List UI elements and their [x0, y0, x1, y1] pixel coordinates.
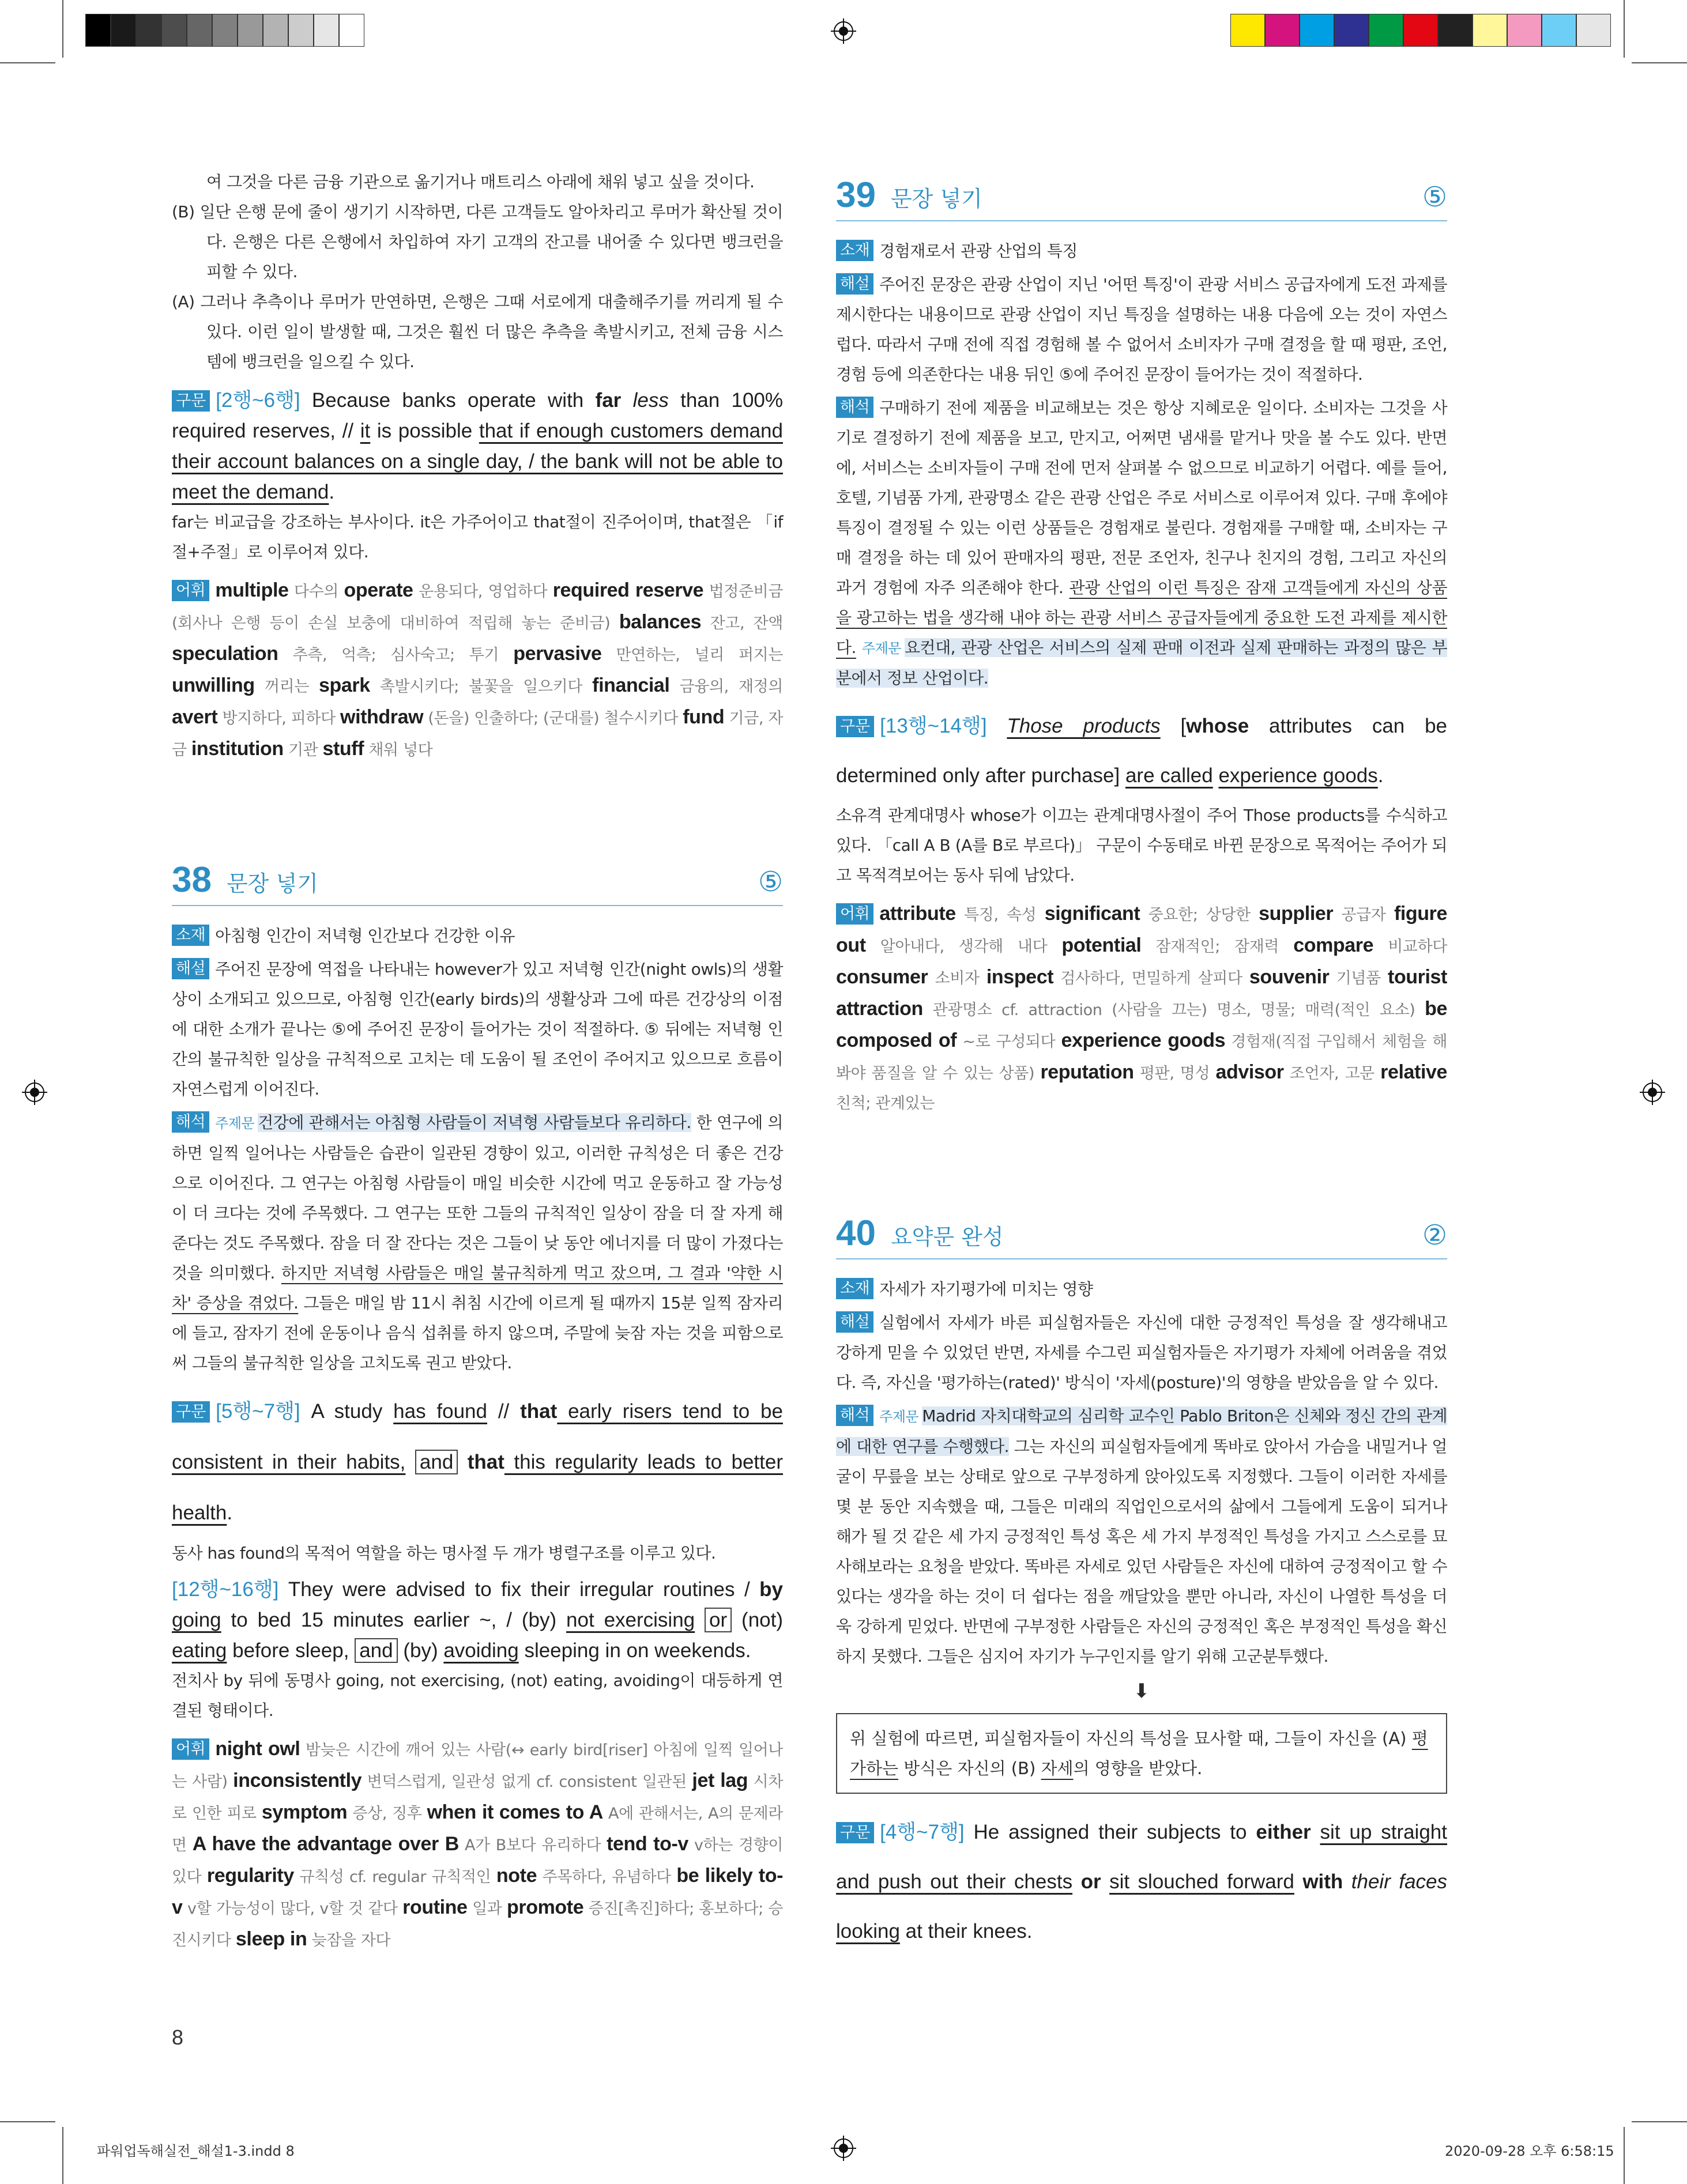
translation-38: 해석 주제문 건강에 관해서는 아침형 사람들이 저녁형 사람들보다 유리하다. 한 연구에 의하면 일찍 일어나는 사람들은 습관이 일관된 경향이 있고, 이러한 규칙성은 더 좋은 건강으로 이어진다. 그 연구는 아침형 사람들이 매일 비슷한 시간에 먹고 운동하고 잘 가능성이 더 크다는 것에 주목했다. 그 연구는 또한 그들의 규칙적인 일상이 잠을 더 잘 자게 해준다는 것도 주목했다. 잠을 더 잘 잔다는 것은 그들이 낮 동안 에너지를 더 많이 가졌다는 것을 의미했다. 하지만 저녁형 사람들은 매일 불규칙하게 먹고 잤으며, 그 결과 '약한 시차' 증상을 겪었다. 그들은 매일 밤 11시 취침 시간에 이르게 될 때까지 15분 일찍 잠자리에 들고, 잠자기 전에 운동이나 음식 섭취를 하지 않으며, 주말에 늦잠 자는 것을 피함으로써 그들의 불규칙한 일상을 고치도록 권고 받았다. — [172, 1108, 783, 1378]
vocab-word: potential — [1061, 934, 1142, 956]
vocab-word: note — [496, 1865, 537, 1887]
vocab-word: inconsistently — [233, 1770, 362, 1791]
vocab-meaning: 주목하다, 유념하다 — [537, 1868, 677, 1886]
vocab-meaning: 변덕스럽게, 일관성 없게 cf. consistent 일관된 — [362, 1773, 692, 1791]
footer-timestamp: 2020-09-28 오후 6:58:15 — [1445, 2143, 1614, 2159]
translation-paragraph-b: (B) 일단 은행 문에 줄이 생기기 시작하면, 다른 고객들도 알아차리고 루머가 확산될 것이다. 은행은 다른 은행에서 차입하여 자기 고객의 잔고를 내어줄 수 있다면 뱅크런을 피할 수 있다. — [172, 202, 783, 281]
left-column — [172, 167, 783, 1956]
vocab-meaning: 친척; 관계있는 — [836, 1095, 935, 1112]
registration-mark-icon — [22, 1080, 47, 1105]
vocab-list-38: 어휘 night owl 밤늦은 시간에 깨어 있는 사람(↔ early bird[riser] 아침에 일찍 일어나는 사람) inconsistently 변덕스럽게, 일관성 없게 cf. consistent 일관된 jet lag 시차로 인한 피로 symptom 증상, 징후 when it comes to A A에 관해서는, A의 문제라면 A have the advantage over B A가 B보다 유리하다 tend to-v v하는 경향이 있다 regularity 규칙성 cf. regular 규칙적인 note 주목하다, 유념하다 be likely to-v v할 가능성이 많다, v할 것 같다 routine 일과 promote 증진[촉진]하다; 홍보하다; 승진시키다 sleep in 늦잠을 자다 — [172, 1738, 784, 1950]
vocab-word: balances — [619, 611, 702, 633]
vocab-meaning: 법정준비금(회사나 은행 등이 손실 보충에 대비하여 적립해 놓는 준비금) — [172, 583, 784, 632]
vocab-word: figure out — [836, 903, 1447, 956]
vocab-meaning: 추측, 억측; 심사숙고; 투기 — [278, 646, 514, 664]
color-calibration-bar — [1230, 14, 1611, 47]
translation-39: 해석 구매하기 전에 제품을 비교해보는 것은 항상 지혜로운 일이다. 소비자는 그것을 사기로 결정하기 전에 제품을 보고, 만지고, 어쩌면 냄새를 맡거나 맛을 볼 수도 있다. 반면에, 서비스는 소비자들이 구매 전에 먼저 살펴볼 수 없으므로 비교하기 어렵다. 예를 들어, 호텔, 기념품 가게, 관광명소 같은 관광 산업은 주로 서비스로 이루어져 있다. 구매 후에야 특징이 결정될 수 있는 이런 상품들은 경험재로 불린다. 경험재를 구매할 때, 소비자는 구매 결정을 하는 데 있어 판매자의 평판, 전문 조언자, 친구나 친지의 경험, 그리고 자신의 과거 경험에 자주 의존해야 한다. 관광 산업의 이런 특징은 잠재 고객들에게 자신의 상품을 광고하는 법을 생각해 내야 하는 관광 서비스 공급자들에게 중요한 도전 과제를 제시한다. 주제문 요컨대, 관광 산업은 서비스의 실제 판매 이전과 실제 판매하는 과정의 많은 부분에서 정보 산업이다. — [836, 393, 1447, 693]
vocab-meaning: 기금, 자금 — [172, 710, 784, 759]
vocab-meaning: 촉발시키다; 불꽃을 일으키다 — [370, 678, 593, 696]
vocab-items — [836, 903, 1448, 1112]
vocab-meaning: A가 B보다 유리하다 — [458, 1836, 607, 1854]
vocab-word: sleep in — [235, 1928, 307, 1950]
vocab-meaning: 증상, 징후 — [347, 1805, 427, 1823]
vocab-word: relative — [1380, 1061, 1448, 1083]
vocab-word: experience goods — [1061, 1029, 1226, 1051]
translation-continuation: 여 그것을 다른 금융 기관으로 옮기거나 매트리스 아래에 채워 넣고 싶을 것이다. — [206, 172, 755, 191]
vocab-word: stuff — [322, 738, 364, 760]
vocab-meaning: 기념품 — [1329, 970, 1388, 987]
summary-box: 위 실험에 따르면, 피실험자들이 자신의 특성을 묘사할 때, 그들이 자신을 (A) 평가하는 방식은 자신의 (B) 자세의 영향을 받았다. — [836, 1713, 1447, 1794]
vocab-meaning: 일과 — [467, 1900, 507, 1918]
syntax-note-38b: [12행~16행] They were advised to fix their irregular routines / by going to bed 15 minutes earlier ~, / (by) not exercising or (not) eating before sleep, and (by) avoiding sleeping in on weekends. — [172, 1578, 783, 1662]
vocab-word: supplier — [1259, 903, 1334, 925]
vocab-word: routine — [402, 1896, 468, 1918]
question-type: 요약문 완성 — [890, 1224, 1004, 1250]
vocab-meaning: 방지하다, 피하다 — [217, 710, 341, 727]
vocab-meaning: 공급자 — [1333, 906, 1394, 924]
question-number: 39 — [836, 175, 876, 215]
vocab-word: pervasive — [513, 643, 602, 665]
answer-badge: ⑤ — [758, 866, 783, 898]
vocab-meaning: 비교하다 — [1373, 938, 1447, 956]
footer-filename: 파워업독해실전_해설1-3.indd 8 — [97, 2143, 295, 2159]
vocab-meaning: 경험재(직접 구입해서 체험을 해봐야 품질을 알 수 있는 상품) — [836, 1033, 1448, 1082]
vocab-meaning: 규칙성 cf. regular 규칙적인 — [293, 1868, 496, 1886]
syntax-explanation-38a: 동사 has found의 목적어 역할을 하는 명사절 두 개가 병렬구조를 이루고 있다. — [172, 1544, 716, 1563]
section-39-header — [836, 167, 1447, 221]
vocab-word: inspect — [986, 966, 1054, 988]
vocab-meaning: (돈을) 인출하다; (군대를) 철수시키다 — [423, 710, 683, 727]
vocab-word: withdraw — [340, 706, 424, 728]
page-number: 8 — [172, 2025, 184, 2049]
vocab-word: jet lag — [692, 1770, 748, 1791]
registration-mark-icon — [831, 2136, 856, 2161]
registration-mark-icon — [1640, 1080, 1665, 1105]
vocab-meaning: 잔고, 잔액 — [701, 614, 783, 632]
vocab-meaning: 평판, 명성 — [1134, 1065, 1216, 1082]
vocab-meaning: 꺼리는 — [254, 678, 319, 696]
question-type: 문장 넣기 — [890, 186, 982, 212]
vocab-word: spark — [319, 674, 370, 696]
vocab-word: significant — [1044, 903, 1140, 925]
grayscale-calibration-bar — [85, 14, 364, 47]
vocab-word: multiple — [215, 579, 289, 601]
vocab-meaning: 특징, 속성 — [955, 906, 1045, 924]
vocab-word: unwilling — [172, 674, 255, 696]
vocab-meaning: 조언자, 고문 — [1283, 1065, 1381, 1082]
syntax-explanation-37: far는 비교급을 강조하는 부사이다. it은 가주어이고 that절이 진주어이며, that절은 「if절+주절」로 이루어져 있다. — [172, 512, 783, 561]
vocab-word: avert — [172, 706, 218, 728]
translation-paragraph-a: (A) 그러나 추측이나 루머가 만연하면, 은행은 그때 서로에게 대출해주기를 꺼리게 될 수 있다. 이런 일이 발생할 때, 그것은 훨씬 더 많은 추측을 촉발시키고, 전체 금융 시스템에 뱅크런을 일으킬 수 있다. — [172, 292, 783, 371]
answer-badge: ② — [1422, 1219, 1447, 1251]
syntax-note-39: 구문 [13행~14행] Those products [whose attributes can be determined only after purchase] are called experience goods. — [836, 715, 1447, 787]
vocab-word: operate — [344, 579, 413, 601]
vocab-meaning: 기관 — [283, 741, 323, 759]
vocab-meaning: 시차로 인한 피로 — [172, 1773, 784, 1823]
vocab-word: souvenir — [1249, 966, 1330, 988]
vocab-meaning: 증진[촉진]하다; 홍보하다; 승진시키다 — [172, 1900, 783, 1949]
vocab-word: when it comes to A — [427, 1801, 603, 1823]
vocab-meaning: 다수의 — [288, 583, 344, 601]
syntax-note-40: 구문 [4행~7행] He assigned their subjects to either sit up straight and push out their chests or sit slouched forward with their faces looking at their knees. — [836, 1821, 1447, 1942]
vocab-word: symptom — [261, 1801, 348, 1823]
vocab-word: fund — [683, 706, 725, 728]
syntax-note-38a: 구문 [5행~7행] A study has found // that early risers tend to be consistent in their habits, and that this regularity leads to better health. — [172, 1400, 783, 1524]
vocab-meaning: 검사하다, 면밀하게 살피다 — [1053, 970, 1249, 987]
vocab-meaning: 밤늦은 시간에 깨어 있는 사람(↔ early bird[riser] 아침에 일찍 일어나는 사람) — [172, 1741, 783, 1791]
vocab-word: regularity — [206, 1865, 294, 1887]
vocab-items — [172, 1738, 784, 1950]
vocab-word: financial — [592, 674, 670, 696]
vocab-meaning: ~로 구성되다 — [957, 1033, 1061, 1051]
translation-40: 해석 주제문 Madrid 자치대학교의 심리학 교수인 Pablo Briton은 신체와 정신 간의 관계에 대한 연구를 수행했다. 그는 자신의 피실험자들에게 똑바로 앉아서 가슴을 내밀거나 얼굴이 무릎을 보는 상태로 앞으로 구부정하게 앉아있도록 지정했다. 그들이 이러한 자세를 몇 분 동안 지속했을 때, 그들은 미래의 직업인으로서의 삶에서 그들에게 도움이 되거나 해가 될 것 같은 세 가지 긍정적인 특성 혹은 세 가지 부정적인 특성을 가지고 스스로를 묘사해보라는 요청을 받았다. 똑바른 자세로 있던 사람들은 자신에 대하여 긍정적이고 할 수 있다는 생각을 하는 것이 더 쉽다는 점을 깨달았을 뿐만 아니라, 자신이 나열한 특성을 더욱 강하게 믿었다. 반면에 구부정한 사람들은 자신의 긍정적인 혹은 부정적인 특성을 확신하지 못했다. 그들은 심지어 자기가 누구인지를 알기 위해 고군분투했다. — [836, 1401, 1447, 1672]
vocab-meaning: 소비자 — [928, 970, 986, 987]
question-number: 40 — [836, 1213, 876, 1253]
vocab-word: night owl — [215, 1738, 300, 1760]
vocab-word: compare — [1293, 934, 1374, 956]
vocab-meaning: 금융의, 재정의 — [669, 678, 783, 696]
vocab-word: A have the advantage over B — [192, 1833, 459, 1855]
vocab-word: attribute — [879, 903, 956, 925]
vocab-meaning: 알아내다, 생각해 내다 — [865, 938, 1062, 956]
explain-38: 해설 주어진 문장에 역접을 나타내는 however가 있고 저녁형 인간(night owls)의 생활상이 소개되고 있으므로, 아침형 인간(early birds)의 생활상과 그에 따른 건강상의 이점에 대한 소개가 끝나는 ⑤에 주어진 문장이 들어가는 것이 적절하다. ⑤ 뒤에는 저녁형 인간의 불규칙한 일상을 규칙적으로 고치는 데 도움이 될 조언이 주어지고 있으므로 흐름이 자연스럽게 이어진다. — [172, 955, 783, 1104]
vocab-meaning: 잠재적인; 잠재력 — [1141, 938, 1294, 956]
vocab-items — [172, 579, 784, 760]
syntax-note-37: 구문 [2행~6행] Because banks operate with far less than 100% required reserves, // it is possible that if enough customers demand their account balances on a single day, / the bank will not be able to meet the demand. — [172, 389, 784, 503]
answer-badge: ⑤ — [1422, 181, 1447, 213]
vocab-word: institution — [191, 738, 284, 760]
vocab-word: required reserve — [552, 579, 704, 601]
vocab-list-37: 어휘 multiple 다수의 operate 운용되다, 영업하다 required reserve 법정준비금(회사나 은행 등이 손실 보충에 대비하여 적립해 놓는 준비금) balances 잔고, 잔액 speculation 추측, 억측; 심사숙고; 투기 pervasive 만연하는, 널리 퍼지는 unwilling 꺼리는 spark 촉발시키다; 불꽃을 일으키다 financial 금융의, 재정의 avert 방지하다, 피하다 withdraw (돈을) 인출하다; (군대를) 철수시키다 fund 기금, 자금 institution 기관 stuff 채워 넣다 — [172, 579, 784, 760]
subject-38: 소재 아침형 인간이 저녁형 인간보다 건강한 이유 — [172, 921, 783, 951]
vocab-word: tourist attraction — [836, 966, 1447, 1020]
vocab-meaning: 중요한; 상당한 — [1140, 906, 1259, 924]
vocab-word: be likely to-v — [172, 1865, 784, 1918]
vocab-word: tend to-v — [607, 1833, 688, 1855]
vocab-word: be composed of — [836, 998, 1447, 1051]
section-40-header — [836, 1205, 1447, 1259]
syntax-explanation-39: 소유격 관계대명사 whose가 이끄는 관계대명사절이 주어 Those products를 수식하고 있다. 「call A B (A를 B로 부르다)」 구문이 수동태로 바뀐 문장으로 목적어는 주어가 되고 목적격보어는 동사 뒤에 남았다. — [836, 806, 1447, 885]
vocab-word: consumer — [836, 966, 928, 988]
vocab-word: reputation — [1040, 1061, 1134, 1083]
vocab-meaning: 늦잠을 자다 — [307, 1932, 391, 1949]
vocab-list-39: 어휘 attribute 특징, 속성 significant 중요한; 상당한 supplier 공급자 figure out 알아내다, 생각해 내다 potential 잠재적인; 잠재력 compare 비교하다 consumer 소비자 inspect 검사하다, 면밀하게 살피다 souvenir 기념품 tourist attraction 관광명소 cf. attraction (사람을 끄는) 명소, 명물; 매력(적인 요소) be composed of ~로 구성되다 experience goods 경험재(직접 구입해서 체험을 해봐야 품질을 알 수 있는 상품) reputation 평판, 명성 advisor 조언자, 고문 relative 친척; 관계있는 — [836, 903, 1448, 1112]
vocab-word: promote — [507, 1896, 584, 1918]
explain-40: 해설 실험에서 자세가 바른 피실험자들은 자신에 대한 긍정적인 특성을 잘 생각해내고 강하게 믿을 수 있었던 반면, 자세를 수그린 피실험자들은 자기평가 자체에 어려움을 겪었다. 즉, 자신을 '평가하는(rated)' 방식이 '자세(posture)'의 영향을 받았음을 알 수 있다. — [836, 1308, 1447, 1398]
registration-mark-icon — [831, 18, 856, 44]
vocab-word: advisor — [1215, 1061, 1284, 1083]
down-arrow-icon: ⬇ — [1133, 1680, 1150, 1703]
vocab-meaning: 만연하는, 널리 퍼지는 — [601, 646, 783, 664]
question-number: 38 — [172, 860, 212, 900]
vocab-meaning: 관광명소 cf. attraction (사람을 끄는) 명소, 명물; 매력(적인 요소) — [922, 1001, 1425, 1019]
syntax-explanation-38b: 전치사 by 뒤에 동명사 going, not exercising, (not) eating, avoiding이 대등하게 연결된 형태이다. — [172, 1671, 783, 1720]
subject-39: 소재 경험재로서 관광 산업의 특징 — [836, 236, 1447, 266]
vocab-word: speculation — [172, 643, 278, 665]
vocab-meaning: 운용되다, 영업하다 — [413, 583, 553, 601]
vocab-meaning: 채워 넣다 — [364, 741, 433, 759]
question-type: 문장 넣기 — [226, 871, 318, 896]
vocab-meaning: A에 관해서는, A의 문제라면 — [172, 1805, 783, 1854]
subject-40: 소재 자세가 자기평가에 미치는 영향 — [836, 1274, 1447, 1304]
right-column — [836, 167, 1447, 1956]
vocab-meaning: v할 가능성이 많다, v할 것 같다 — [182, 1900, 403, 1918]
section-38-header — [172, 852, 783, 906]
vocab-meaning: v하는 경향이 있다 — [172, 1836, 784, 1886]
explain-39: 해설 주어진 문장은 관광 산업이 지닌 '어떤 특징'이 관광 서비스 공급자에게 도전 과제를 제시한다는 내용이므로 관광 산업이 지닌 특징을 설명하는 내용 다음에 오는 것이 자연스럽다. 따라서 구매 전에 직접 경험해 볼 수 없어서 소비자가 구매 결정을 할 때 평판, 조언, 경험 등에 의존한다는 내용 뒤인 ⑤에 주어진 문장이 들어가는 것이 적절하다. — [836, 270, 1447, 390]
